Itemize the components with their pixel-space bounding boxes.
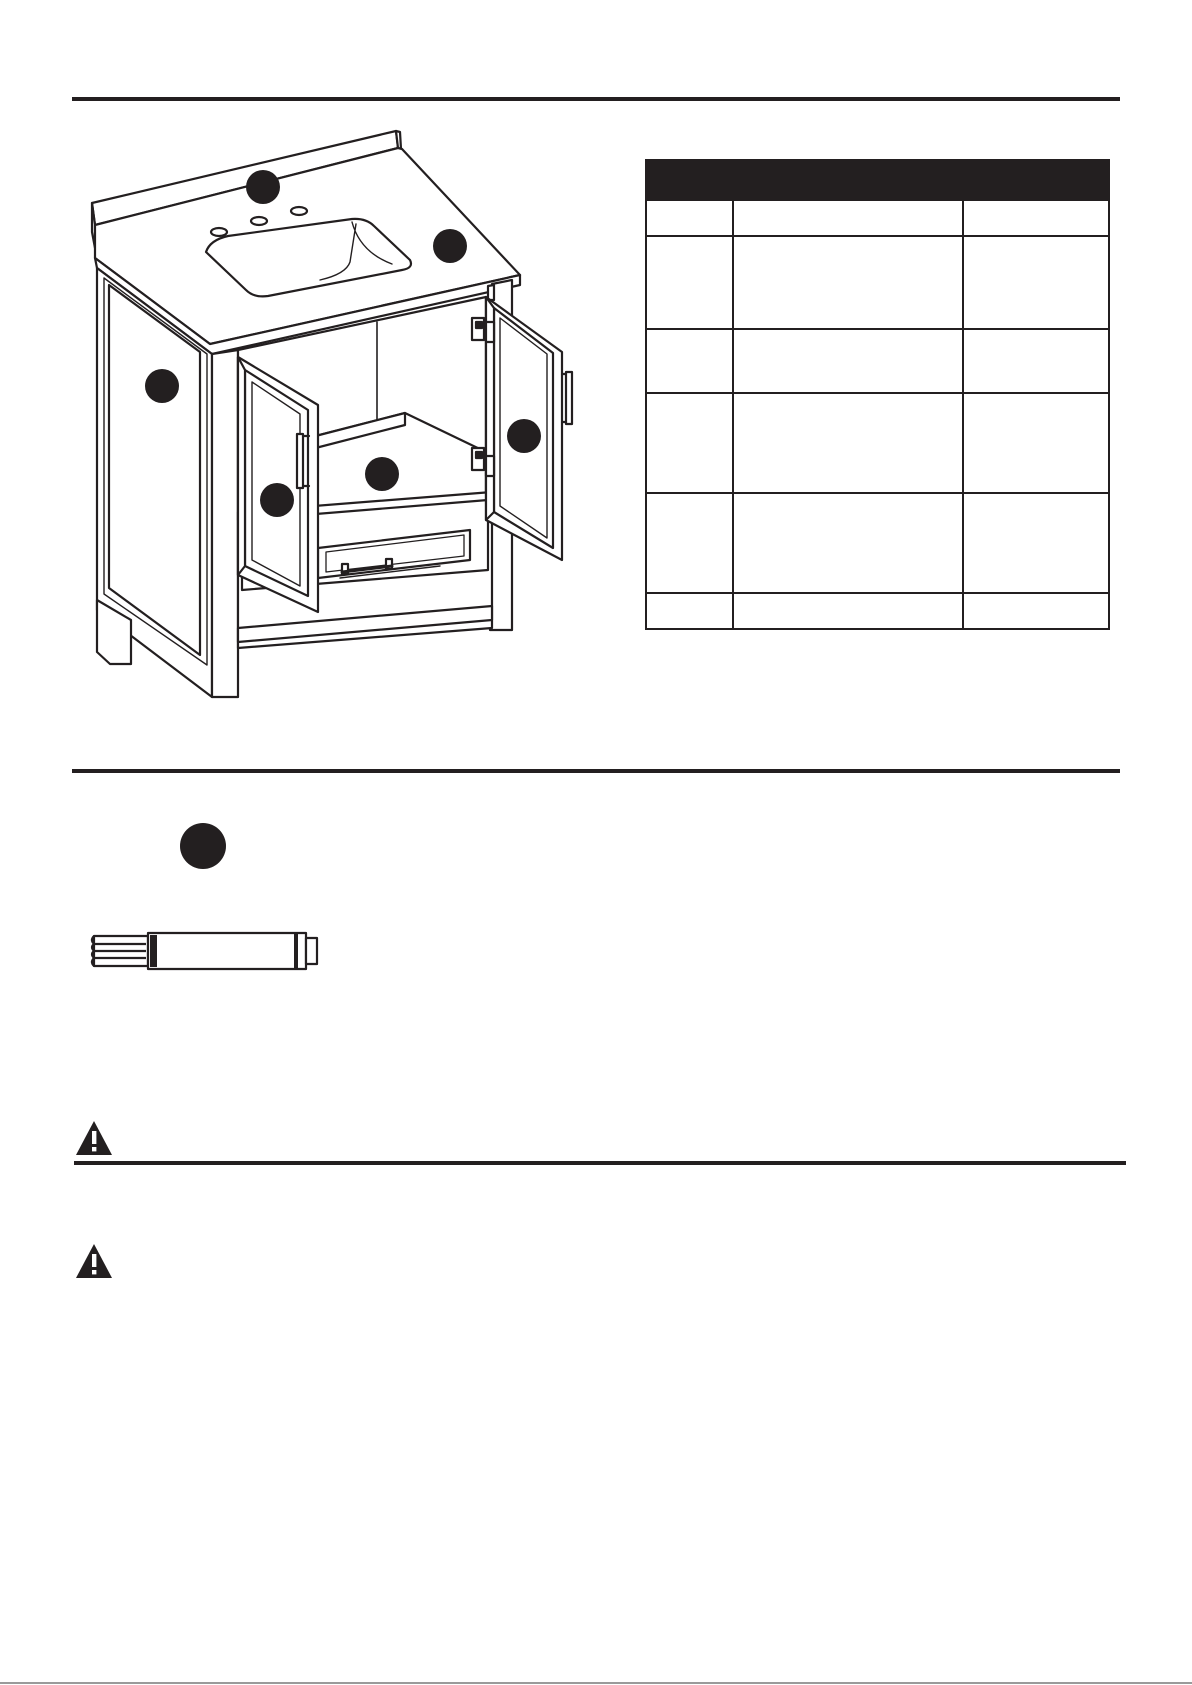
parts-table-title (646, 160, 1109, 200)
warning-triangle-icon (75, 1120, 113, 1156)
bathroom-vanity-illustration (0, 110, 620, 730)
footer-rule (0, 1682, 1192, 1684)
table-row (646, 236, 1109, 329)
table-cell (646, 593, 733, 629)
table-cell (646, 236, 733, 329)
table-cell (733, 236, 963, 329)
table-cell (733, 593, 963, 629)
table-cell (646, 329, 733, 393)
table-cell (646, 393, 733, 493)
table-row (646, 493, 1109, 593)
warning-triangle-icon (75, 1243, 113, 1279)
parts-table (645, 159, 1110, 630)
table-cell (733, 493, 963, 593)
callout-right-door (507, 419, 541, 453)
column-header (646, 200, 733, 236)
safety-rule (74, 1161, 1126, 1165)
column-header (733, 200, 963, 236)
callout-shelf (365, 457, 399, 491)
hardware-contents-rule (72, 769, 1120, 773)
table-cell (963, 236, 1109, 329)
package-contents-rule (72, 97, 1120, 101)
callout-side-panel (145, 369, 179, 403)
table-cell (963, 493, 1109, 593)
table-row (646, 593, 1109, 629)
table-cell (963, 393, 1109, 493)
anchor-bolt-icon (90, 928, 322, 974)
callout-left-door (260, 483, 294, 517)
callout-countertop (246, 170, 280, 204)
table-row (646, 393, 1109, 493)
table-cell (733, 393, 963, 493)
table-header-row (646, 200, 1109, 236)
column-header (963, 200, 1109, 236)
table-cell (963, 593, 1109, 629)
table-cell (733, 329, 963, 393)
table-row (646, 329, 1109, 393)
table-cell (646, 493, 733, 593)
table-cell (963, 329, 1109, 393)
hardware-callout-dot (179, 822, 227, 870)
callout-sink (433, 229, 467, 263)
